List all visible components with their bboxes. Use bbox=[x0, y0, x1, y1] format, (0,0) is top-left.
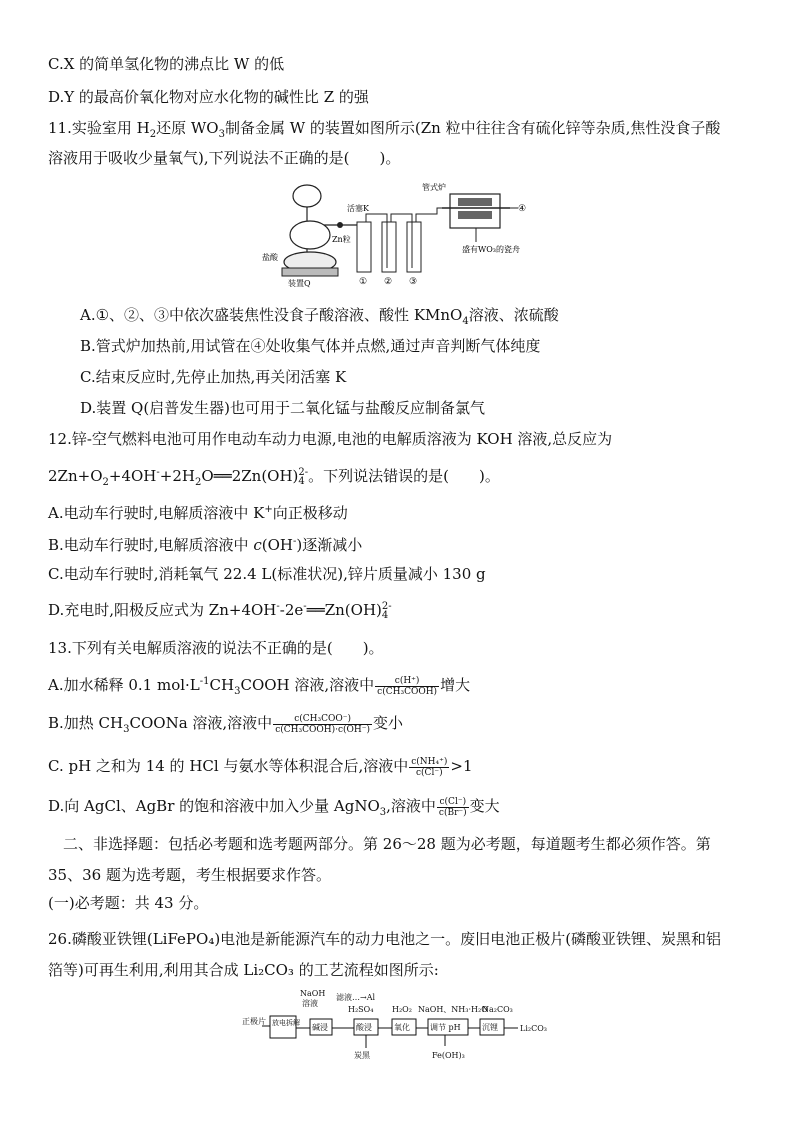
flow-carbon: 炭黑 bbox=[354, 1051, 370, 1060]
q13-option-a: A.加水稀释 0.1 $mol\cdot L^{-1}CH_3COOH$ 溶液,溶液中 $\frac{c(H^+)}{\text{c(CH₃COOH)}}$ 增大 bbox=[48, 675, 471, 697]
section2-line1: 二、非选择题：包括必考题和选考题两部分。第 26～28 题为必考题，每道题考生都必须作答。第 bbox=[48, 835, 711, 853]
q12-option-a: A.电动车行驶时,电解质溶液中 K+向正极移动 bbox=[48, 504, 348, 522]
label-zn: Zn粒 bbox=[332, 235, 351, 244]
flow-step-acid: 酸浸 bbox=[356, 1023, 372, 1032]
flow-h2o2: H₂O₂ bbox=[392, 1005, 412, 1014]
flow-step-lithium: 沉锂 bbox=[482, 1023, 498, 1032]
flow-ph-reagents: NaOH、NH₃·H₂O bbox=[418, 1005, 488, 1014]
q11-stem: 11.实验室用 $H_2$还原 $WO_3$制备金属 W 的装置如图所示(Zn 粒中往往含有硫化锌等杂质,焦性没食子酸 bbox=[48, 119, 721, 140]
section2-line3: (一)必考题：共 43 分。 bbox=[48, 894, 209, 912]
flow-step-discharge: 放电拆解 bbox=[272, 1019, 300, 1027]
label-outlet-4: ④ bbox=[518, 204, 527, 214]
q11-option-b: B.管式炉加热前,用试管在④处收集气体并点燃,通过声音判断气体纯度 bbox=[80, 337, 541, 355]
q11-apparatus-figure bbox=[262, 180, 532, 290]
label-bottle-3: ③ bbox=[409, 277, 418, 287]
q12-equation: $2Zn+O_2+4OH^-+2H_2O══2Zn(OH)$ 2- 4 。下列说法错误的是( )。 bbox=[48, 467, 500, 488]
flow-step-ph: 调节 pH bbox=[430, 1023, 461, 1032]
fraction: $\frac{c(H^+)}{\text{c(CH₃COOH)}}$ bbox=[377, 675, 438, 697]
flow-naoh: NaOH bbox=[300, 989, 326, 998]
q12-option-b: B.电动车行驶时,电解质溶液中 c(OH-)逐渐减小 bbox=[48, 536, 363, 554]
label-boat: 盛有WO₃的瓷舟 bbox=[462, 245, 520, 254]
q12-stem: 12.锌-空气燃料电池可用作电动车动力电源,电池的电解质溶液为 KOH 溶液,总反应为 bbox=[48, 430, 613, 448]
flow-h2so4: H₂SO₄ bbox=[348, 1005, 374, 1014]
q13-option-c: C. pH 之和为 14 的 HCl 与氨水等体积混合后,溶液中 $\frac{\text{c(NH₄⁺)}}{c(Cl^-)}$ >1 bbox=[48, 756, 473, 778]
q11-stem-line2: 溶液用于吸收少量氧气),下列说法不正确的是( )。 bbox=[48, 149, 401, 167]
q10-option-d: D.Y 的最高价氧化物对应水化物的碱性比 Z 的强 bbox=[48, 88, 369, 106]
label-valve-k: 活塞K bbox=[347, 204, 369, 213]
q11-option-d: D.装置 Q(启普发生器)也可用于二氧化锰与盐酸反应制备氯气 bbox=[80, 399, 486, 417]
label-bottle-2: ② bbox=[384, 277, 393, 287]
label-device-q: 装置Q bbox=[288, 279, 311, 288]
q12-option-d: D.充电时,阳极反应式为 Zn+4OH--2e-══Zn(OH) 2- 4 bbox=[48, 601, 392, 621]
q26-stem-line2: 箔等)可再生利用,利用其合成 Li₂CO₃ 的工艺流程如图所示: bbox=[48, 961, 439, 979]
flow-feoh3: Fe(OH)₃ bbox=[432, 1051, 465, 1060]
fraction: $\frac{\text{c(NH₄⁺)}}{c(Cl^-)}$ bbox=[411, 756, 448, 778]
q11-option-a: A.①、②、③中依次盛装焦性没食子酸溶液、酸性 KMnO$_4$溶液、浓硫酸 bbox=[80, 306, 559, 327]
label-tube-furnace: 管式炉 bbox=[422, 183, 446, 192]
flow-step-alkali: 碱浸 bbox=[312, 1023, 328, 1032]
q13-option-b: B.加热 $CH_3COONa$ 溶液,溶液中 $\frac{\text{c(CH₃COO⁻)}}{\text{c(CH₃COOH)·c(OH⁻)}}$ 变小 bbox=[48, 713, 404, 735]
flow-na2co3: Na₂CO₃ bbox=[482, 1005, 513, 1014]
q13-option-d: D.向 AgCl、AgBr 的饱和溶液中加入少量 AgNO$_3$,溶液中 $\frac{c(Cl^-)}{c(Br^-)}$ 变大 bbox=[48, 796, 500, 818]
fraction: $\frac{\text{c(CH₃COO⁻)}}{\text{c(CH₃COOH)·c(OH⁻)}}$ bbox=[275, 713, 370, 735]
q26-flowchart bbox=[240, 988, 570, 1068]
flow-naoh-sol: 溶液 bbox=[302, 999, 318, 1008]
label-acid: 盐酸 bbox=[262, 253, 278, 262]
q10-option-c: C.X 的简单氢化物的沸点比 W 的低 bbox=[48, 55, 285, 73]
flow-filtrate: 滤液…→Al bbox=[336, 993, 376, 1002]
q12-option-c: C.电动车行驶时,消耗氧气 22.4 L(标准状况),锌片质量减小 130 g bbox=[48, 565, 486, 583]
flow-end: Li₂CO₃ bbox=[520, 1024, 547, 1033]
flow-start: 正极片 bbox=[242, 1017, 266, 1026]
section2-line2: 35、36 题为选考题，考生根据要求作答。 bbox=[48, 866, 331, 884]
q11-option-c: C.结束反应时,先停止加热,再关闭活塞 K bbox=[80, 368, 347, 386]
q13-stem: 13.下列有关电解质溶液的说法不正确的是( )。 bbox=[48, 639, 384, 657]
flow-step-oxidize: 氧化 bbox=[394, 1023, 410, 1032]
q26-stem-line1: 26.磷酸亚铁锂(LiFePO₄)电池是新能源汽车的动力电池之一。废旧电池正极片(磷酸亚铁锂、炭黑和铝 bbox=[48, 930, 722, 948]
fraction: $\frac{c(Cl^-)}{c(Br^-)}$ bbox=[438, 796, 467, 818]
label-bottle-1: ① bbox=[359, 277, 368, 287]
